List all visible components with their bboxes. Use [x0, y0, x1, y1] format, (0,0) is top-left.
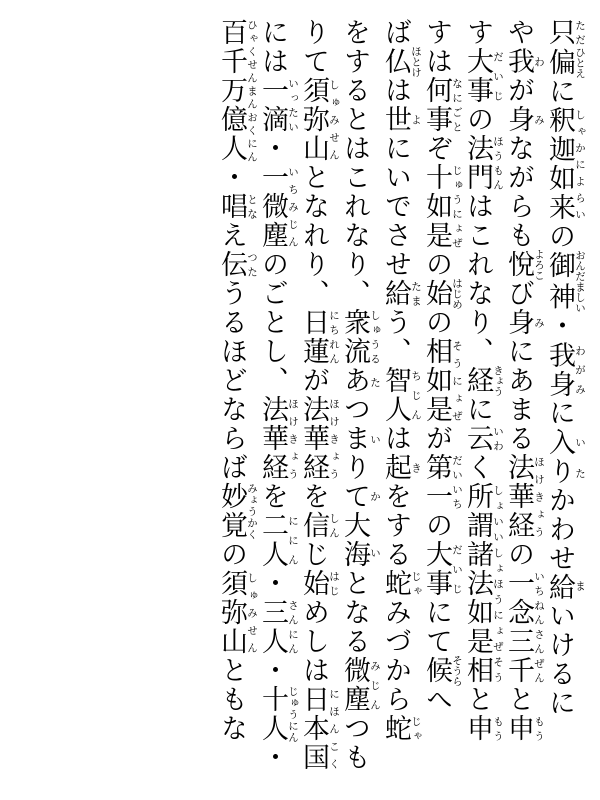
ruby-base: 十如是	[422, 163, 452, 250]
ruby-annotation: いわ	[492, 424, 504, 453]
ruby-annotation: もう	[492, 714, 504, 743]
ruby-base: 偏	[545, 47, 575, 79]
ruby-annotation: たま	[410, 279, 422, 308]
text-run: めしは	[299, 598, 329, 685]
ruby-annotation: はじめ	[451, 277, 463, 310]
ruby-group	[463, 424, 504, 453]
text-run: ば	[381, 18, 411, 47]
ruby-base: 百千万億人	[217, 18, 247, 163]
text-run: に	[463, 395, 493, 424]
text-column	[504, 18, 545, 782]
text-run: には	[258, 18, 288, 76]
ruby-group	[463, 482, 504, 685]
text-run: となる	[340, 569, 370, 656]
ruby-group	[545, 106, 586, 223]
ruby-annotation: そうにょぜ	[451, 337, 463, 424]
ruby-base: 何事	[422, 76, 452, 134]
ruby-annotation: ひゃくせんまんおくにん	[246, 18, 258, 163]
ruby-base: 大事	[422, 540, 452, 598]
text-column	[545, 18, 586, 782]
text-run: じ	[299, 540, 329, 569]
ruby-base: 一滴	[258, 76, 288, 134]
ruby-annotation: ほけきょう	[533, 453, 545, 540]
text-run: え	[217, 221, 247, 250]
text-run: の	[422, 308, 452, 337]
ruby-group	[504, 248, 545, 281]
ruby-annotation: ただ	[574, 18, 586, 47]
text-run: うるほどならば	[217, 279, 247, 482]
ruby-base: 日蓮	[299, 308, 329, 366]
text-run: と	[463, 685, 493, 714]
ruby-annotation: しゅみせん	[246, 569, 258, 656]
ruby-base: 十人	[258, 685, 288, 743]
ruby-base: 大事	[463, 47, 493, 105]
text-run: び	[504, 279, 534, 308]
ruby-group	[545, 456, 586, 602]
text-run: をする	[381, 482, 411, 569]
ruby-annotation: よ	[410, 105, 422, 134]
text-run: に	[545, 77, 575, 107]
ruby-annotation: たま	[574, 456, 586, 602]
ruby-annotation: じゅうにん	[287, 685, 299, 743]
text-run: や	[504, 18, 534, 47]
text-run: つも	[340, 714, 370, 772]
ruby-base: 蛇	[381, 714, 411, 743]
text-run: のごとし、	[258, 250, 288, 395]
ruby-base: 三人	[258, 598, 288, 656]
ruby-annotation: おんだましい	[574, 250, 586, 313]
ruby-base: 微塵	[340, 656, 370, 714]
ruby-annotation: いったい	[287, 76, 299, 134]
ruby-annotation: じゃ	[410, 569, 422, 598]
ruby-base: 信	[299, 511, 329, 540]
ruby-annotation: にちれん	[328, 308, 340, 366]
ruby-annotation: ほうもん	[492, 134, 504, 192]
ruby-group	[422, 654, 463, 687]
ruby-annotation: だいじ	[451, 540, 463, 598]
ruby-base: 智人	[381, 366, 411, 424]
ruby-group	[299, 308, 340, 366]
ruby-annotation: とな	[246, 192, 258, 221]
ruby-base: 申	[504, 714, 534, 743]
ruby-group	[217, 569, 258, 656]
ruby-group	[381, 45, 422, 78]
ruby-base: 我身	[545, 340, 575, 399]
ruby-group	[422, 453, 463, 511]
ruby-group	[258, 685, 299, 743]
ruby-annotation: つた	[246, 250, 258, 279]
text-run: となれり、	[299, 163, 329, 308]
text-run: にあまる	[504, 337, 534, 453]
ruby-base: 第一	[422, 453, 452, 511]
text-run: は	[381, 76, 411, 105]
ruby-base: 唱	[217, 192, 247, 221]
ruby-group	[381, 714, 422, 743]
ruby-group	[299, 569, 340, 598]
ruby-base: 所謂諸法如是相	[463, 482, 493, 685]
text-run: ・	[258, 569, 288, 598]
text-run: はこれなり、	[463, 192, 493, 366]
ruby-base: 御神	[545, 250, 575, 313]
ruby-base: 悅	[504, 248, 534, 281]
ruby-group	[299, 395, 340, 482]
ruby-group	[545, 18, 586, 47]
ruby-base: 妙覚	[217, 482, 247, 540]
ruby-annotation: きょう	[492, 364, 504, 397]
ruby-group	[545, 427, 586, 457]
ruby-base: 始	[299, 569, 329, 598]
ruby-base: 只	[545, 18, 575, 47]
ruby-base: 入	[545, 427, 575, 457]
text-run: く	[463, 453, 493, 482]
ruby-base: 身	[504, 308, 534, 337]
vertical-text-body	[14, 18, 586, 782]
text-run: ・	[217, 163, 247, 192]
ruby-group	[422, 76, 463, 134]
text-run: すは	[422, 18, 452, 76]
ruby-base: あつまりて大海	[340, 366, 370, 569]
ruby-group	[381, 569, 422, 598]
ruby-base: 法門	[463, 134, 493, 192]
text-run: をするとはこれなり、	[340, 18, 370, 308]
text-run: の	[422, 511, 452, 540]
ruby-group	[504, 453, 545, 540]
ruby-annotation: しゅみせん	[328, 76, 340, 163]
ruby-annotation: み	[533, 308, 545, 337]
ruby-annotation: しん	[328, 511, 340, 540]
ruby-annotation: い	[574, 427, 586, 457]
text-run: ・	[545, 311, 575, 341]
ruby-annotation: なにごと	[451, 76, 463, 134]
ruby-annotation: みょうかく	[246, 482, 258, 540]
ruby-annotation: しゃかによらい	[574, 106, 586, 223]
text-run: みづから	[381, 598, 411, 714]
ruby-base: 相如是	[422, 337, 452, 424]
ruby-group	[299, 76, 340, 163]
ruby-annotation: たいかい	[369, 366, 381, 569]
text-run: ・	[258, 656, 288, 685]
ruby-group	[381, 366, 422, 424]
text-run: が	[504, 76, 534, 105]
ruby-group	[422, 277, 463, 310]
ruby-base: 云	[463, 424, 493, 453]
ruby-annotation: しゅうる	[369, 308, 381, 366]
text-run: ともな	[217, 656, 247, 743]
ruby-annotation: みじん	[369, 656, 381, 714]
ruby-group	[545, 47, 586, 79]
ruby-annotation: じゃ	[410, 714, 422, 743]
ruby-group	[504, 714, 545, 743]
ruby-base: 起	[381, 453, 411, 482]
ruby-base: 申	[463, 714, 493, 743]
ruby-annotation: はじ	[328, 569, 340, 598]
text-run: を	[299, 482, 329, 511]
ruby-annotation: だいじ	[492, 47, 504, 105]
ruby-group	[381, 279, 422, 308]
ruby-annotation: ほとけ	[410, 45, 422, 78]
ruby-annotation: いちみじん	[287, 163, 299, 250]
ruby-base: 身	[504, 105, 534, 134]
ruby-annotation: しょいいしょほうにょぜそう	[492, 482, 504, 685]
text-column	[340, 18, 381, 782]
ruby-group	[463, 714, 504, 743]
ruby-group	[258, 598, 299, 656]
ruby-base: 一念三千	[504, 569, 534, 685]
text-column	[217, 18, 258, 782]
text-run: を	[258, 482, 288, 511]
ruby-base: 法華経	[258, 395, 288, 482]
ruby-base: 候	[422, 654, 452, 687]
text-run: の	[504, 540, 534, 569]
ruby-base: 法華経	[504, 453, 534, 540]
ruby-annotation: にほんこく	[328, 685, 340, 772]
ruby-annotation: そうら	[451, 654, 463, 687]
text-column	[381, 18, 422, 782]
ruby-base: りかわせ給	[545, 456, 575, 602]
ruby-base: 一微塵	[258, 163, 288, 250]
text-run: の	[422, 250, 452, 279]
ruby-base: 衆流	[340, 308, 370, 366]
ruby-annotation: み	[533, 105, 545, 134]
ruby-annotation: だいいち	[451, 453, 463, 511]
ruby-group	[422, 163, 463, 250]
ruby-group	[258, 163, 299, 250]
text-column	[422, 18, 463, 782]
text-run: りて	[299, 18, 329, 76]
ruby-base: 釈迦如来	[545, 106, 575, 223]
text-run: ・	[258, 134, 288, 163]
text-column	[463, 18, 504, 782]
text-run: に	[545, 398, 575, 428]
ruby-base: 給	[381, 279, 411, 308]
ruby-group	[258, 511, 299, 569]
text-run: の	[463, 105, 493, 134]
ruby-group	[217, 18, 258, 163]
ruby-base: 伝	[217, 250, 247, 279]
ruby-annotation: ちじん	[410, 366, 422, 424]
ruby-group	[463, 47, 504, 105]
text-column	[299, 18, 340, 782]
ruby-group	[463, 364, 504, 397]
text-run: の	[545, 222, 575, 252]
text-run: ぞ	[422, 134, 452, 163]
text-run: ながらも	[504, 134, 534, 250]
ruby-group	[217, 192, 258, 221]
text-run: が	[422, 424, 452, 453]
ruby-group	[504, 569, 545, 685]
ruby-annotation: き	[410, 453, 422, 482]
ruby-annotation: よろこ	[533, 248, 545, 281]
ruby-annotation: ほけきょう	[287, 395, 299, 482]
ruby-annotation: ひとえ	[574, 47, 586, 79]
ruby-group	[299, 511, 340, 540]
ruby-base: 二人	[258, 511, 288, 569]
ruby-group	[504, 105, 545, 134]
text-run: へ	[422, 685, 452, 714]
ruby-group	[381, 453, 422, 482]
text-run: にて	[422, 598, 452, 656]
ruby-annotation: ほけきょう	[328, 395, 340, 482]
ruby-base: 日本国	[299, 685, 329, 772]
ruby-group	[422, 540, 463, 598]
ruby-base: 始	[422, 277, 452, 310]
ruby-group	[217, 482, 258, 540]
ruby-annotation: わがみ	[574, 340, 586, 399]
ruby-annotation: いちねんさんぜん	[533, 569, 545, 685]
ruby-base: 須弥山	[299, 76, 329, 163]
ruby-group	[422, 337, 463, 424]
ruby-group	[258, 395, 299, 482]
ruby-group	[340, 656, 381, 714]
ruby-group	[504, 47, 545, 76]
text-run: ・	[258, 743, 288, 772]
ruby-annotation: じゅうにょぜ	[451, 163, 463, 250]
text-run: は	[381, 424, 411, 453]
ruby-annotation: ににん	[287, 511, 299, 569]
text-run: う、	[381, 308, 411, 366]
ruby-base: 仏	[381, 45, 411, 78]
ruby-base: 蛇	[381, 569, 411, 598]
ruby-group	[545, 340, 586, 399]
ruby-group	[545, 250, 586, 313]
ruby-annotation: もう	[533, 714, 545, 743]
ruby-group	[504, 308, 545, 337]
ruby-base: 経	[463, 364, 493, 397]
text-column	[258, 18, 299, 782]
ruby-group	[463, 134, 504, 192]
ruby-group	[381, 105, 422, 134]
ruby-base: 我	[504, 47, 534, 76]
ruby-group	[299, 685, 340, 772]
text-run: の	[217, 540, 247, 569]
ruby-base: 須弥山	[217, 569, 247, 656]
ruby-base: 法華経	[299, 395, 329, 482]
ruby-group	[217, 250, 258, 279]
text-run: にいでさせ	[381, 134, 411, 279]
ruby-group	[258, 76, 299, 134]
ruby-annotation: さんにん	[287, 598, 299, 656]
text-run: す	[463, 18, 493, 47]
ruby-group	[340, 308, 381, 366]
text-run: が	[299, 366, 329, 395]
ruby-annotation: わ	[533, 47, 545, 76]
ruby-base: 世	[381, 105, 411, 134]
ruby-group	[340, 366, 381, 569]
text-run: と	[504, 685, 534, 714]
text-run: いけるに	[545, 601, 575, 718]
